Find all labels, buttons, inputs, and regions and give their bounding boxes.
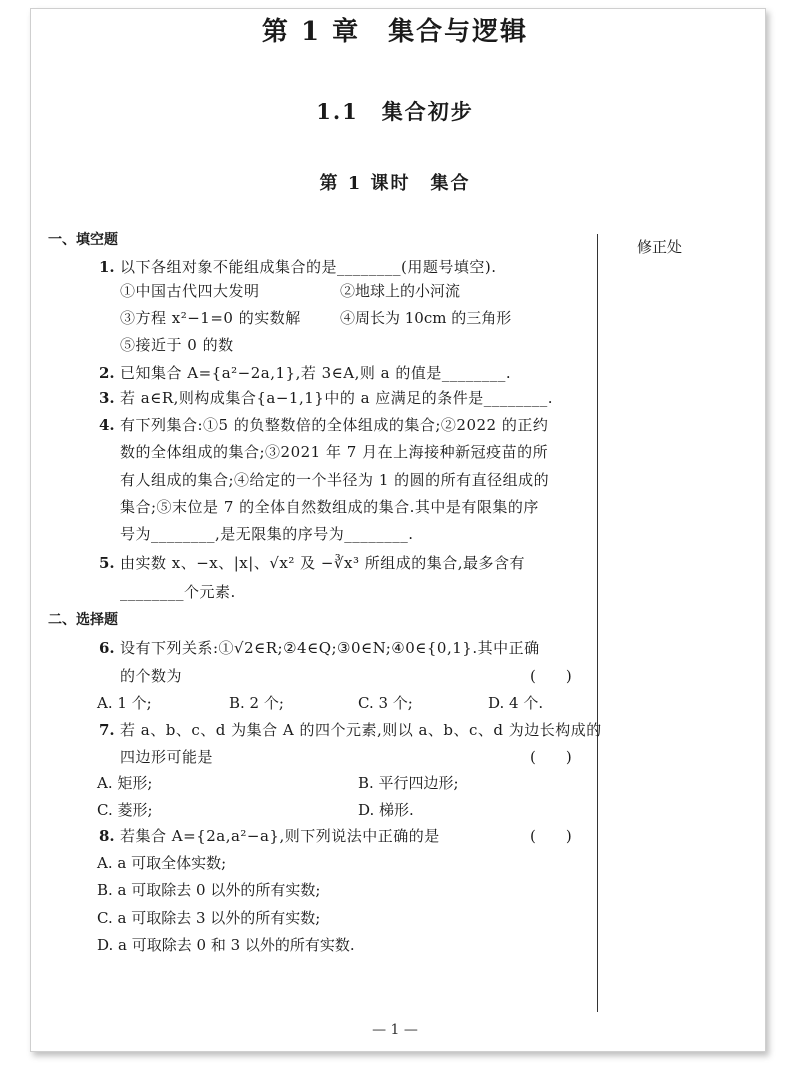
q1-option-3: ③方程 x²−1=0 的实数解 [120, 309, 301, 327]
q1-option-2: ②地球上的小河流 [340, 282, 461, 300]
q7-option-d: D. 梯形. [358, 801, 414, 819]
q3-text: 若 a∈R,则构成集合{a−1,1}中的 a 应满足的条件是________. [120, 389, 554, 407]
q1-option-1: ①中国古代四大发明 [120, 282, 260, 300]
q6-option-c: C. 3 个; [358, 694, 413, 712]
q4-number: 4. [99, 416, 115, 434]
section-title: 1.1 集合初步 [316, 99, 474, 124]
q8-option-a: A. a 可取全体实数; [97, 854, 227, 872]
q7-option-b: B. 平行四边形; [358, 774, 459, 792]
q2-text: 已知集合 A={a²−2a,1},若 3∈A,则 a 的值是________. [120, 364, 512, 382]
q6-option-b: B. 2 个; [229, 694, 284, 712]
q6-line: 的个数为 [120, 667, 183, 685]
q8-option-b: B. a 可取除去 0 以外的所有实数; [97, 881, 321, 899]
q4-line: 集合;⑤末位是 7 的全体自然数组成的集合.其中是有限集的序 [120, 498, 539, 516]
q6-option-d: D. 4 个. [488, 694, 544, 712]
correction-column-label: 修正处 [637, 238, 683, 256]
q1-text: 以下各组对象不能组成集合的是________(用题号填空). [120, 258, 497, 276]
page-number: — 1 — [372, 1022, 418, 1038]
q4-line: 数的全体组成的集合;③2021 年 7 月在上海接种新冠疫苗的所 [120, 443, 549, 461]
q7-option-c: C. 菱形; [97, 801, 153, 819]
q8-number: 8. [99, 827, 115, 845]
q7-line: 四边形可能是 [120, 748, 214, 766]
q4-line: 有人组成的集合;④给定的一个半径为 1 的圆的所有直径组成的 [120, 471, 550, 489]
q6-answer-blank[interactable]: ( ) [530, 667, 572, 685]
section-choice-heading: 二、选择题 [48, 612, 118, 628]
chapter-title: 第 1 章 集合与逻辑 [261, 17, 529, 47]
q2-number: 2. [99, 364, 115, 382]
q8-option-d: D. a 可取除去 0 和 3 以外的所有实数. [97, 936, 355, 954]
q6-number: 6. [99, 639, 115, 657]
q8-text: 若集合 A={2a,a²−a},则下列说法中正确的是 [120, 827, 440, 845]
q1-number: 1. [99, 258, 115, 276]
q7-answer-blank[interactable]: ( ) [530, 748, 572, 766]
q1-option-5: ⑤接近于 0 的数 [120, 336, 234, 354]
section-fill-heading: 一、填空题 [48, 232, 118, 248]
q5-number: 5. [99, 554, 115, 572]
q5-line: ________个元素. [120, 583, 236, 601]
q8-answer-blank[interactable]: ( ) [530, 827, 572, 845]
q7-option-a: A. 矩形; [97, 774, 153, 792]
q7-line: 若 a、b、c、d 为集合 A 的四个元素,则以 a、b、c、d 为边长构成的 [120, 721, 602, 739]
q6-option-a: A. 1 个; [97, 694, 152, 712]
q3-number: 3. [99, 389, 115, 407]
q6-line: 设有下列关系:①√2∈R;②4∈Q;③0∈N;④0∈{0,1}.其中正确 [120, 639, 540, 657]
q7-number: 7. [99, 721, 115, 739]
q5-line: 由实数 x、−x、|x|、√x² 及 −∛x³ 所组成的集合,最多含有 [120, 554, 526, 572]
q4-line: 有下列集合:①5 的负整数倍的全体组成的集合;②2022 的正约 [120, 416, 549, 434]
q8-option-c: C. a 可取除去 3 以外的所有实数; [97, 909, 321, 927]
q4-line: 号为________,是无限集的序号为________. [120, 525, 414, 543]
q1-option-4: ④周长为 10cm 的三角形 [340, 309, 512, 327]
margin-divider [597, 234, 598, 1012]
lesson-title: 第 1 课时 集合 [319, 173, 471, 194]
